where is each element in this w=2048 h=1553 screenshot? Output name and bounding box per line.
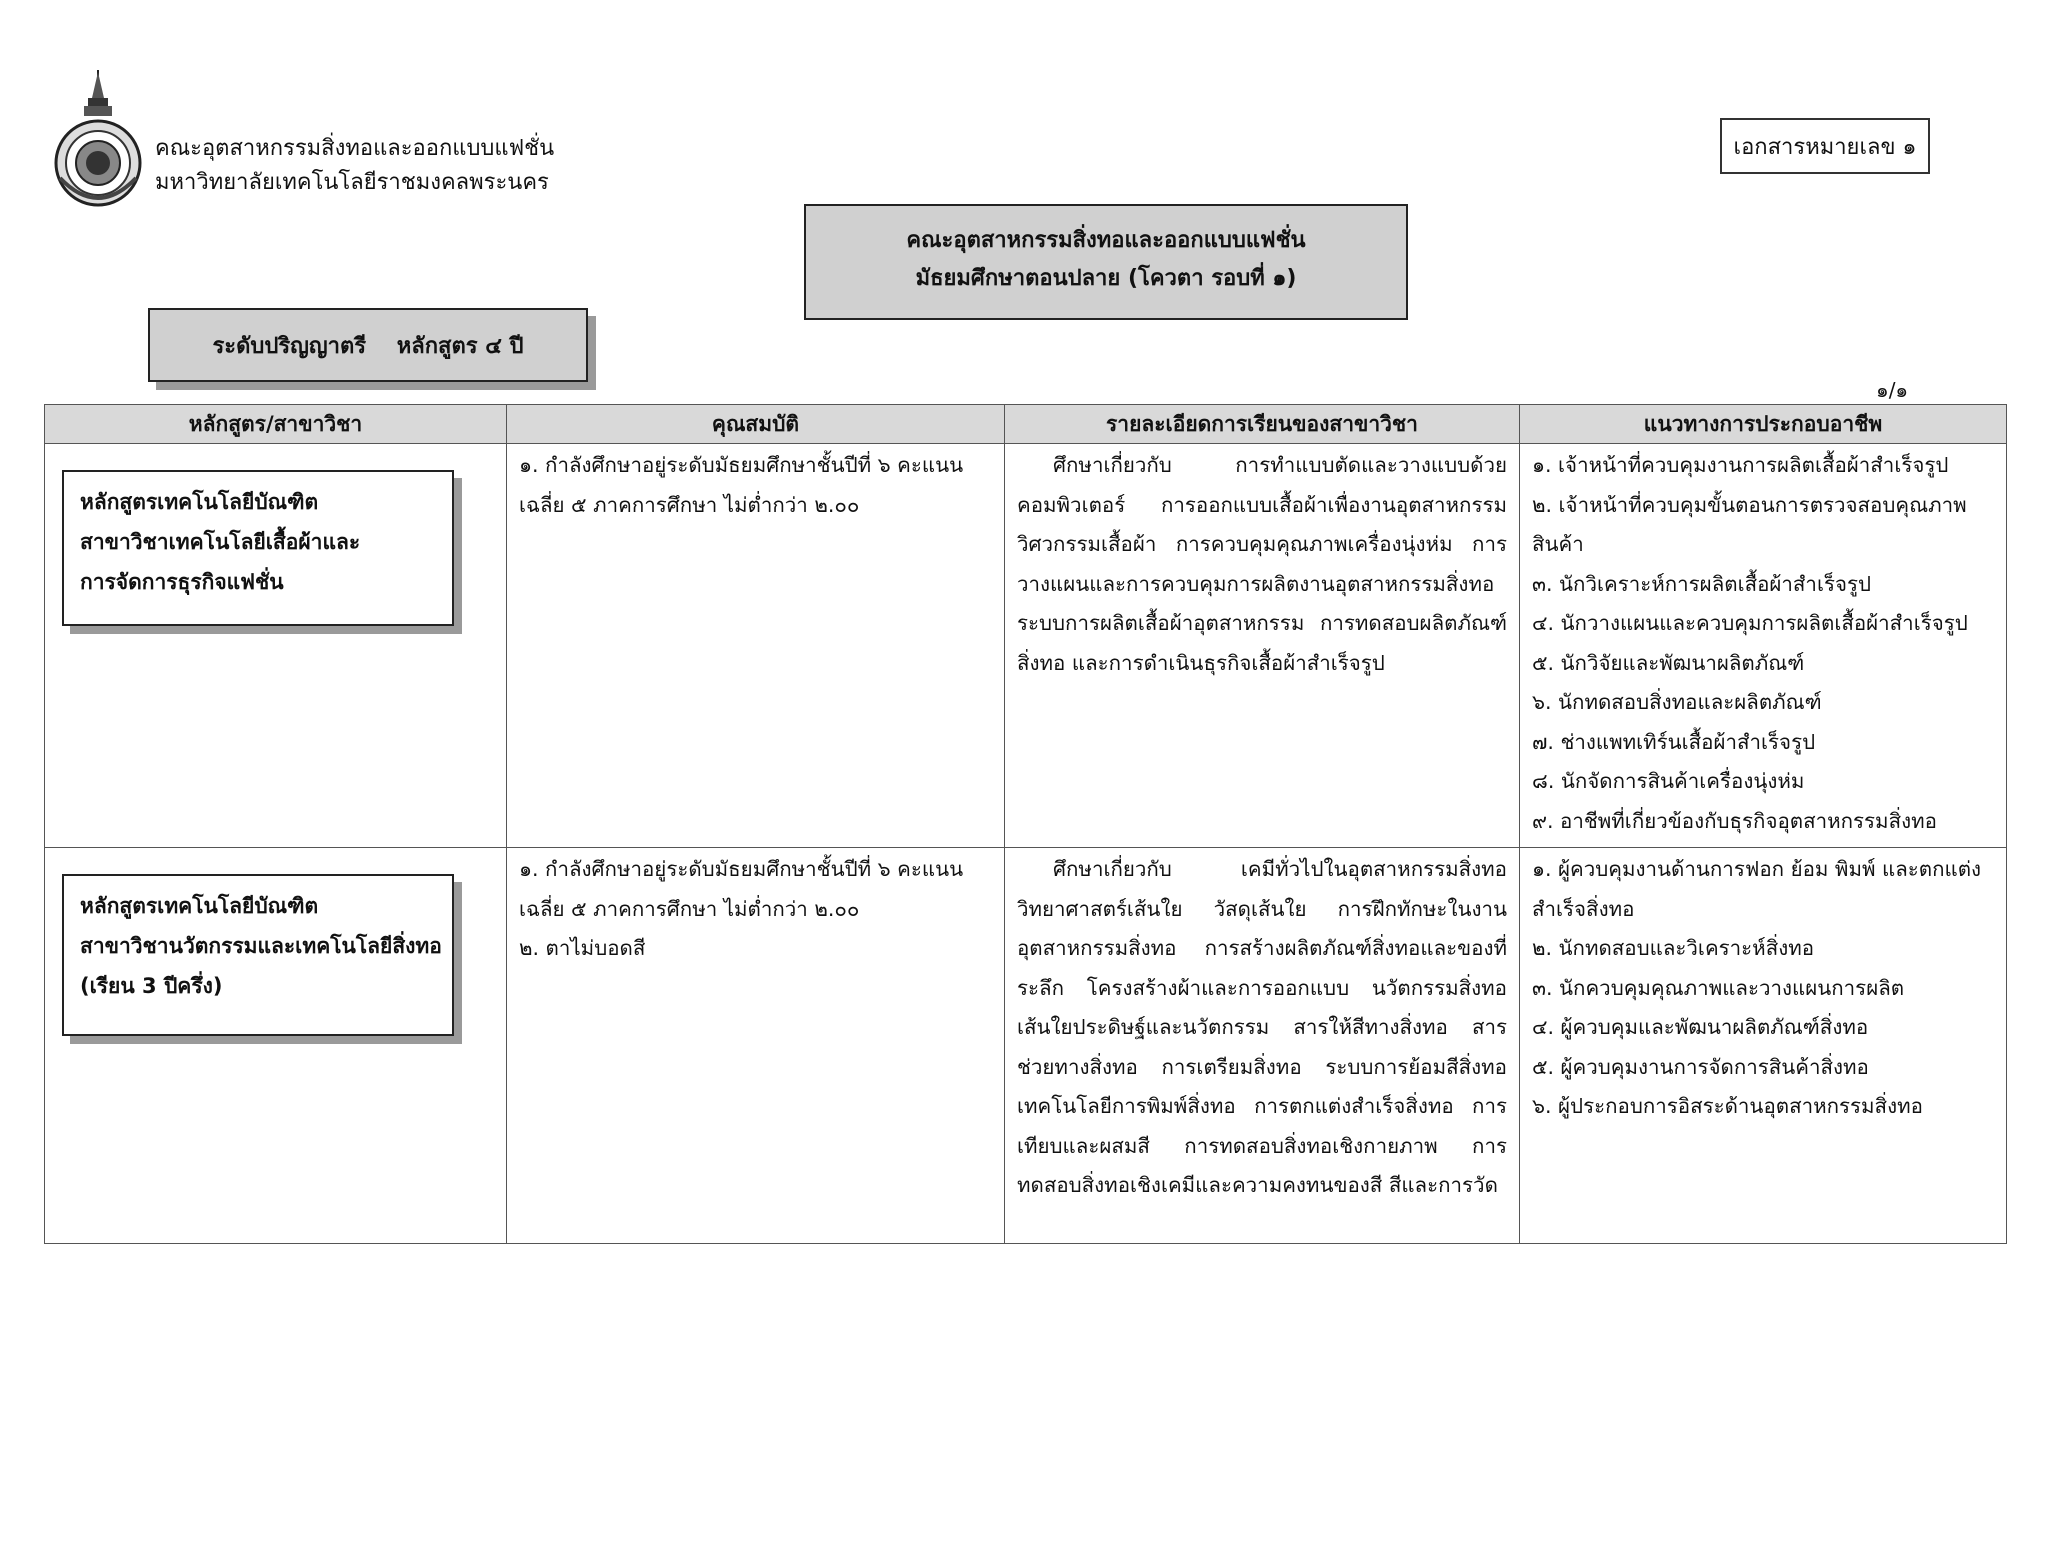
program-line: สาขาวิชานวัตกรรมและเทคโนโลยีสิ่งทอ xyxy=(80,934,442,958)
degree-level-box xyxy=(148,308,588,382)
details-text: ศึกษาเกี่ยวกับ เคมีทั่วไปในอุตสาหกรรมสิ่งทอ วิทยาศาสตร์เส้นใย วัสดุเส้นใย การฝึกทักษะในงานอุตสาหกรรมสิ่งทอ การสร้างผลิตภัณฑ์สิ่งทอและของที่ระลึก โครงสร้างผ้าและการออกแบบ นวัตกรรมสิ่งทอ เส้นใยประดิษฐ์และนวัตกรรม สารให้สีทางสิ่งทอ สารช่วยทางสิ่งทอ การเตรียมสิ่งทอ ระบบการย้อมสีสิ่งทอ เทคโนโลยีการพิมพ์สิ่งทอ การตกแต่งสำเร็จสิ่งทอ การเทียบและผสมสี การทดสอบสิ่งทอเชิงกายภาพ การทดสอบสิ่งทอเชิงเคมีและความคงทนของสี สีและการวัด xyxy=(1017,857,1507,1197)
details-cell xyxy=(1005,848,1520,1244)
career-item: ๙. อาชีพที่เกี่ยวข้องกับธุรกิจอุตสาหกรรมสิ่งทอ xyxy=(1532,808,1937,833)
career-item: ๖. ผู้ประกอบการอิสระด้านอุตสาหกรรมสิ่งทอ xyxy=(1532,1094,1923,1118)
university-seal-logo xyxy=(52,68,144,208)
program-cell xyxy=(45,444,507,848)
career-item: ๕. นักวิจัยและพัฒนาผลิตภัณฑ์ xyxy=(1532,650,1805,675)
program-line: หลักสูตรเทคโนโลยีบัณฑิต xyxy=(80,894,319,918)
title-line-1: คณะอุตสาหกรรมสิ่งทอและออกแบบแฟชั่น xyxy=(906,228,1306,253)
career-item: ๒. เจ้าหน้าที่ควบคุมขั้นตอนการตรวจสอบคุณภาพสินค้า xyxy=(1532,492,1967,556)
program-line: สาขาวิชาเทคโนโลยีเสื้อผ้าและ xyxy=(80,530,361,554)
header-qualifications: คุณสมบัติ xyxy=(507,405,1005,444)
title-line-2: มัธยมศึกษาตอนปลาย (โควตา รอบที่ ๑) xyxy=(915,266,1297,291)
qualification-item: ๑. กำลังศึกษาอยู่ระดับมัธยมศึกษาชั้นปีที่ ๖ คะแนนเฉลี่ย ๕ ภาคการศึกษา ไม่ต่ำกว่า ๒.๐๐ xyxy=(519,453,964,517)
qualifications-cell xyxy=(507,848,1005,1244)
degree-level-label: ระดับปริญญาตรี หลักสูตร ๔ ปี xyxy=(212,333,524,359)
header-program: หลักสูตร/สาขาวิชา xyxy=(45,405,507,444)
title-box xyxy=(804,204,1408,320)
career-item: ๔. นักวางแผนและควบคุมการผลิตเสื้อผ้าสำเร็จรูป xyxy=(1532,611,1968,635)
career-item: ๓. นักวิเคราะห์การผลิตเสื้อผ้าสำเร็จรูป xyxy=(1532,571,1872,596)
details-text: ศึกษาเกี่ยวกับ การทำแบบตัดและวางแบบด้วยคอมพิวเตอร์ การออกแบบเสื้อผ้าเพื่องานอุตสาหกรรม วิศวกรรมเสื้อผ้า การควบคุมคุณภาพเครื่องนุ่งห่ม การวางแผนและการควบคุมการผลิตงานอุตสาหกรรมสิ่งทอ ระบบการผลิตเสื้อผ้าอุตสาหกรรม การทดสอบผลิตภัณฑ์สิ่งทอ และการดำเนินธุรกิจเสื้อผ้าสำเร็จรูป xyxy=(1017,453,1507,675)
table-row xyxy=(45,444,2007,848)
program-cell xyxy=(45,848,507,1244)
career-item: ๕. ผู้ควบคุมงานการจัดการสินค้าสิ่งทอ xyxy=(1532,1054,1869,1079)
table-header-row xyxy=(45,405,2007,444)
faculty-name: คณะอุตสาหกรรมสิ่งทอและออกแบบแฟชั่น xyxy=(155,136,555,161)
career-item: ๒. นักทดสอบและวิเคราะห์สิ่งทอ xyxy=(1532,936,1815,960)
university-name: มหาวิทยาลัยเทคโนโลยีราชมงคลพระนคร xyxy=(155,170,549,195)
program-line: หลักสูตรเทคโนโลยีบัณฑิต xyxy=(80,490,319,514)
curriculum-table xyxy=(44,404,2007,1244)
career-item: ๓. นักควบคุมคุณภาพและวางแผนการผลิต xyxy=(1532,975,1905,1000)
program-line: (เรียน 3 ปีครึ่ง) xyxy=(80,974,223,998)
career-item: ๗. ช่างแพทเทิร์นเสื้อผ้าสำเร็จรูป xyxy=(1532,729,1816,754)
program-line: การจัดการธุรกิจแฟชั่น xyxy=(80,570,284,594)
careers-cell xyxy=(1520,444,2007,848)
table-row xyxy=(45,848,2007,1244)
qualification-item: ๑. กำลังศึกษาอยู่ระดับมัธยมศึกษาชั้นปีที่ ๖ คะแนนเฉลี่ย ๕ ภาคการศึกษา ไม่ต่ำกว่า ๒.๐๐ xyxy=(519,857,964,921)
career-item: ๖. นักทดสอบสิ่งทอและผลิตภัณฑ์ xyxy=(1532,690,1822,714)
page-number: ๑/๑ xyxy=(1876,378,1909,402)
career-item: ๔. ผู้ควบคุมและพัฒนาผลิตภัณฑ์สิ่งทอ xyxy=(1532,1015,1869,1039)
careers-cell xyxy=(1520,848,2007,1244)
program-name-box xyxy=(62,470,454,626)
document-number-box: เอกสารหมายเลข ๑ xyxy=(1720,118,1930,174)
header-details: รายละเอียดการเรียนของสาขาวิชา xyxy=(1005,405,1520,444)
qualifications-cell xyxy=(507,444,1005,848)
career-item: ๑. เจ้าหน้าที่ควบคุมงานการผลิตเสื้อผ้าสำเร็จรูป xyxy=(1532,453,1949,477)
qualification-item: ๒. ตาไม่บอดสี xyxy=(519,936,646,960)
program-name-box xyxy=(62,874,454,1036)
header-organization xyxy=(155,132,554,200)
details-cell xyxy=(1005,444,1520,848)
career-item: ๘. นักจัดการสินค้าเครื่องนุ่งห่ม xyxy=(1532,769,1805,793)
career-item: ๑. ผู้ควบคุมงานด้านการฟอก ย้อม พิมพ์ และตกแต่งสำเร็จสิ่งทอ xyxy=(1532,857,1982,921)
header-careers: แนวทางการประกอบอาชีพ xyxy=(1520,405,2007,444)
